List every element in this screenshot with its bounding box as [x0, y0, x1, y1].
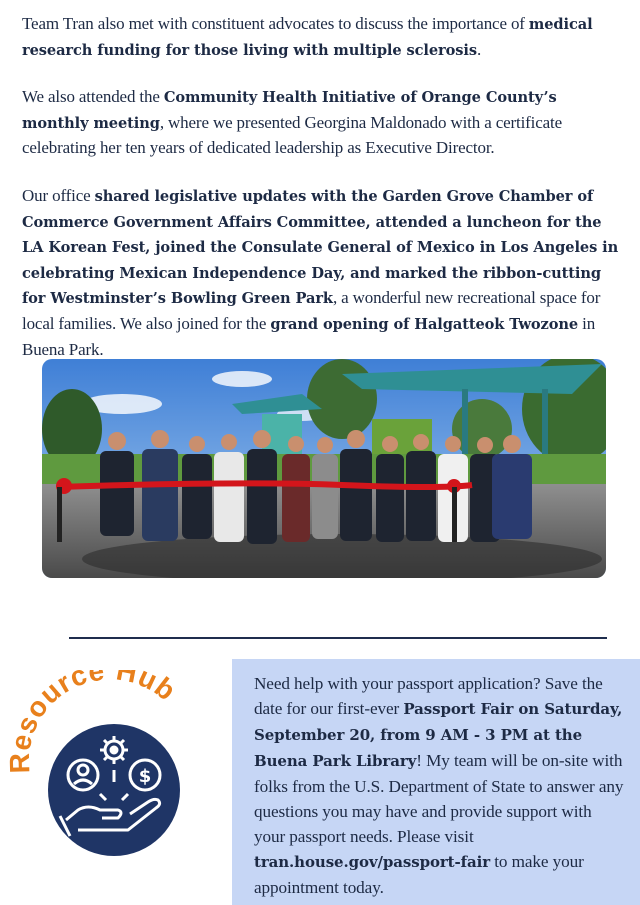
logo-circle — [48, 724, 180, 856]
svg-text:$: $ — [138, 766, 152, 787]
paragraph-office-activities — [22, 184, 622, 362]
p3-bold-b: grand opening of Halgatteok Twozone — [270, 315, 579, 333]
passport-fair-callout — [232, 659, 640, 905]
p2-text-a: We also attended the — [22, 87, 164, 106]
passport-fair-link[interactable]: tran.house.gov/passport-fair — [254, 853, 491, 871]
ribbon-cutting-photo-drawing — [42, 359, 606, 578]
p3-text-a: Our office — [22, 186, 95, 205]
ribbon-cutting-photo — [42, 359, 606, 578]
callout-bold-a: Passport Fair on Saturday, September 20, from 9 AM - 3 PM at the Buena Park Library — [254, 700, 623, 770]
p2-bold-a: Community Health Initiative of Orange County’s monthly meeting — [22, 89, 557, 132]
paragraph-health-initiative — [22, 85, 622, 161]
p3-text-b: , a wonderful new recreational space for local families. We also joined for the — [22, 288, 601, 333]
logo-text: esource Hub — [8, 670, 183, 753]
p3-bold-a: shared legislative updates with the Garden Grove Chamber of Commerce Government Affairs Committee, attended a luncheon for the LA Korean Fest, joined the Consulate General of Mexico in Los Angeles in celebrating Mexican Independence Day, and marked the ribbon-cutting for Westminster’s Bowling Green Park — [22, 188, 619, 308]
resource-hub-logo — [8, 670, 228, 870]
p2-text-b: , where we presented Georgina Maldonado with a certificate celebrating her ten years of dedicated leadership as Executive Director. — [22, 112, 562, 158]
gear-icon — [100, 736, 128, 764]
section-divider — [69, 637, 607, 639]
p1-bold-a: medical research funding for those living with multiple sclerosis — [22, 16, 593, 59]
callout-text-b: ! My team will be on-site with folks from the U.S. Department of State to answer any questions you may have and provide support with your passport needs. Please visit — [254, 751, 624, 846]
p1-text-b: . — [476, 39, 482, 59]
p1-text-a: Team Tran also met with constituent advocates to discuss the importance of — [22, 14, 529, 33]
callout-text-a: Need help with your passport application? Save the date for our first-ever — [254, 674, 603, 718]
callout-text-c: to make your appointment today. — [254, 852, 584, 897]
paragraph-ms-advocates — [22, 12, 622, 63]
p3-text-c: in Buena Park. — [22, 313, 596, 359]
